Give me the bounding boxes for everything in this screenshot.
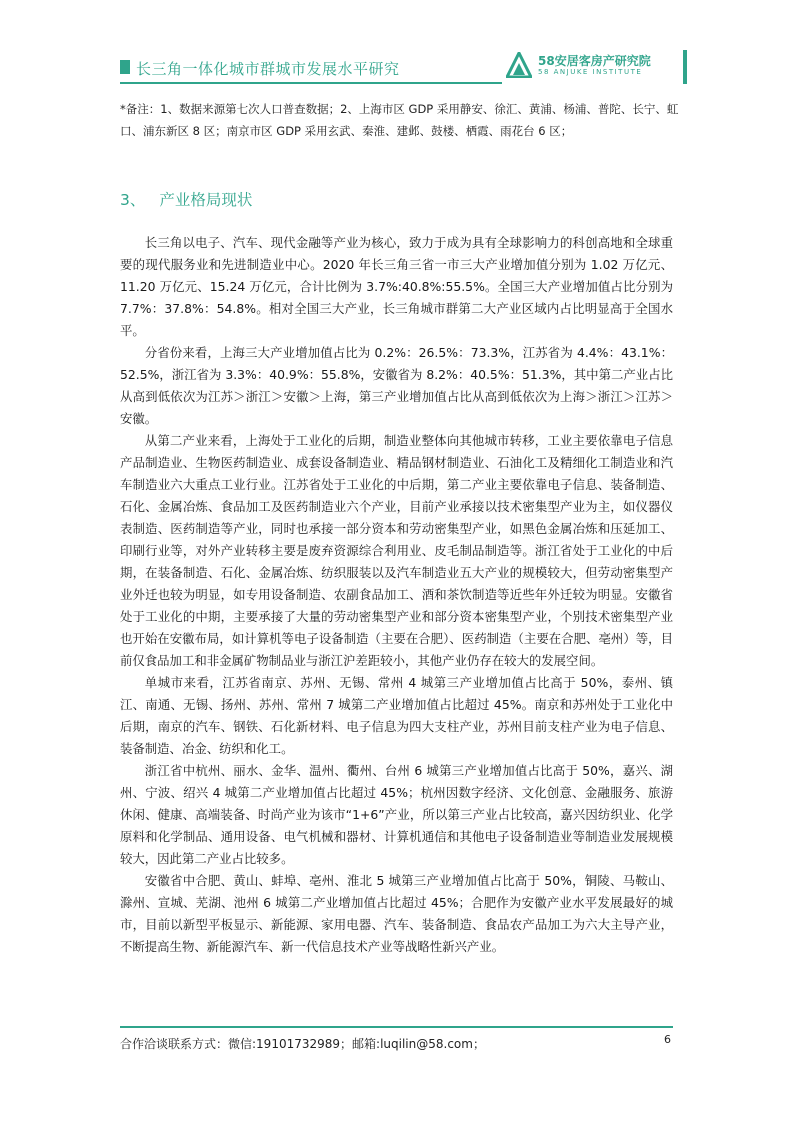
header-accent-bar [120, 60, 130, 74]
page-header [0, 0, 793, 90]
header-title: 长三角一体化城市群城市发展水平研究 [136, 60, 400, 78]
footer-divider [120, 1026, 673, 1028]
logo-stripe [683, 50, 687, 84]
logo-name: 58安居客房产研究院 [538, 54, 651, 68]
section-number: 3、 [120, 191, 146, 209]
paragraph: 单城市来看，江苏省南京、苏州、无锡、常州 4 城第三产业增加值占比高于 50%，泰州、镇江、南通、无锡、扬州、苏州、常州 7 城第二产业增加值占比超过 45%。南京和苏州处于工业化中后期，南京的汽车、钢铁、石化新材料、电子信息为四大支柱产业，苏州目前支柱产业为电子信息、装备制造、冶金、纺织和化工。 [120, 675, 673, 756]
logo-subtitle: 58 ANJUKE INSTITUTE [538, 68, 643, 76]
paragraph: 从第二产业来看，上海处于工业化的后期，制造业整体向其他城市转移，工业主要依靠电子信息产品制造业、生物医药制造业、成套设备制造业、精品钢材制造业、石油化工及精细化工制造业和汽车制造业六大重点工业行业。江苏省处于工业化的中后期，第二产业主要依靠电子信息、装备制造、石化、金属冶炼、食品加工及医药制造业六个产业，目前产业承接以技术密集型产业为主，如仪器仪表制造、医药制造等产业，同时也承接一部分资本和劳动密集型产业，如黑色金属冶炼和压延加工、印刷行业等，对外产业转移主要是废弃资源综合利用业、皮毛制品制造等。浙江省处于工业化的中后期，在装备制造、石化、金属冶炼、纺织服装以及汽车制造业五大产业的规模较大，但劳动密集型产业外迁也较为明显，如专用设备制造、农副食品加工、酒和茶饮制造等近些年外迁较为明显。安徽省处于工业化的中期，主要承接了大量的劳动密集型产业和部分资本密集型产业，个别技术密集型产业也开始在安徽布局，如计算机等电子设备制造（主要在合肥）、医药制造（主要在合肥、亳州）等，目前仅食品加工和非金属矿物制品业与浙江沪差距较小，其他产业仍存在较大的发展空间。 [120, 433, 673, 668]
body-text [120, 232, 673, 958]
paragraph: 浙江省中杭州、丽水、金华、温州、衢州、台州 6 城第三产业增加值占比高于 50%，嘉兴、湖州、宁波、绍兴 4 城第二产业增加值占比超过 45%；杭州因数字经济、文化创意、金融服务、旅游休闲、健康、高端装备、时尚产业为该市“1+6”产业，所以第三产业占比较高，嘉兴因纺织业、化学原料和化学制品、通用设备、电气机械和器材、计算机通信和其他电子设备制造业等制造业发展规模较大，因此第二产业占比较多。 [120, 763, 673, 866]
paragraph: 长三角以电子、汽车、现代金融等产业为核心，致力于成为具有全球影响力的科创高地和全球重要的现代服务业和先进制造业中心。2020 年长三角三省一市三大产业增加值分别为 1.02 万亿元、11.20 万亿元、15.24 万亿元，合计比例为 3.7%:40.8%:55.5%。全国三大产业增加值占比分别为 7.7%：37.8%：54.8%。相对全国三大产业，长三角城市群第二大产业区域内占比明显高于全国水平。 [120, 235, 673, 338]
page-number: 6 [664, 1033, 671, 1046]
institute-logo [506, 50, 696, 86]
logo-mark-icon [506, 52, 532, 78]
section-heading [120, 188, 520, 210]
data-note: *备注：1、数据来源第七次人口普查数据；2、上海市区 GDP 采用静安、徐汇、黄浦、杨浦、普陀、长宁、虹口、浦东新区 8 区；南京市区 GDP 采用玄武、秦淮、建邺、鼓楼、栖霞、雨花台 6 区； [120, 102, 679, 138]
section-title: 产业格局现状 [159, 191, 253, 209]
header-divider [120, 82, 502, 84]
paragraph: 分省份来看，上海三大产业增加值占比为 0.2%：26.5%：73.3%，江苏省为 4.4%：43.1%：52.5%，浙江省为 3.3%：40.9%：55.8%，安徽省为 8.2%：40.5%：51.3%，其中第二产业占比从高到低依次为江苏＞浙江＞安徽＞上海，第三产业增加值占比从高到低依次为上海＞浙江＞江苏＞安徽。 [120, 345, 673, 426]
footer-contact: 合作洽谈联系方式：微信:19101732989；邮箱:luqilin@58.com； [120, 1037, 485, 1051]
paragraph: 安徽省中合肥、黄山、蚌埠、亳州、淮北 5 城第三产业增加值占比高于 50%，铜陵、马鞍山、滁州、宣城、芜湖、池州 6 城第二产业增加值占比超过 45%；合肥作为安徽产业水平发展最好的城市，目前以新型平板显示、新能源、家用电器、汽车、装备制造、食品农产品加工为六大主导产业，不断提高生物、新能源汽车、新一代信息技术产业等战略性新兴产业。 [120, 873, 673, 954]
